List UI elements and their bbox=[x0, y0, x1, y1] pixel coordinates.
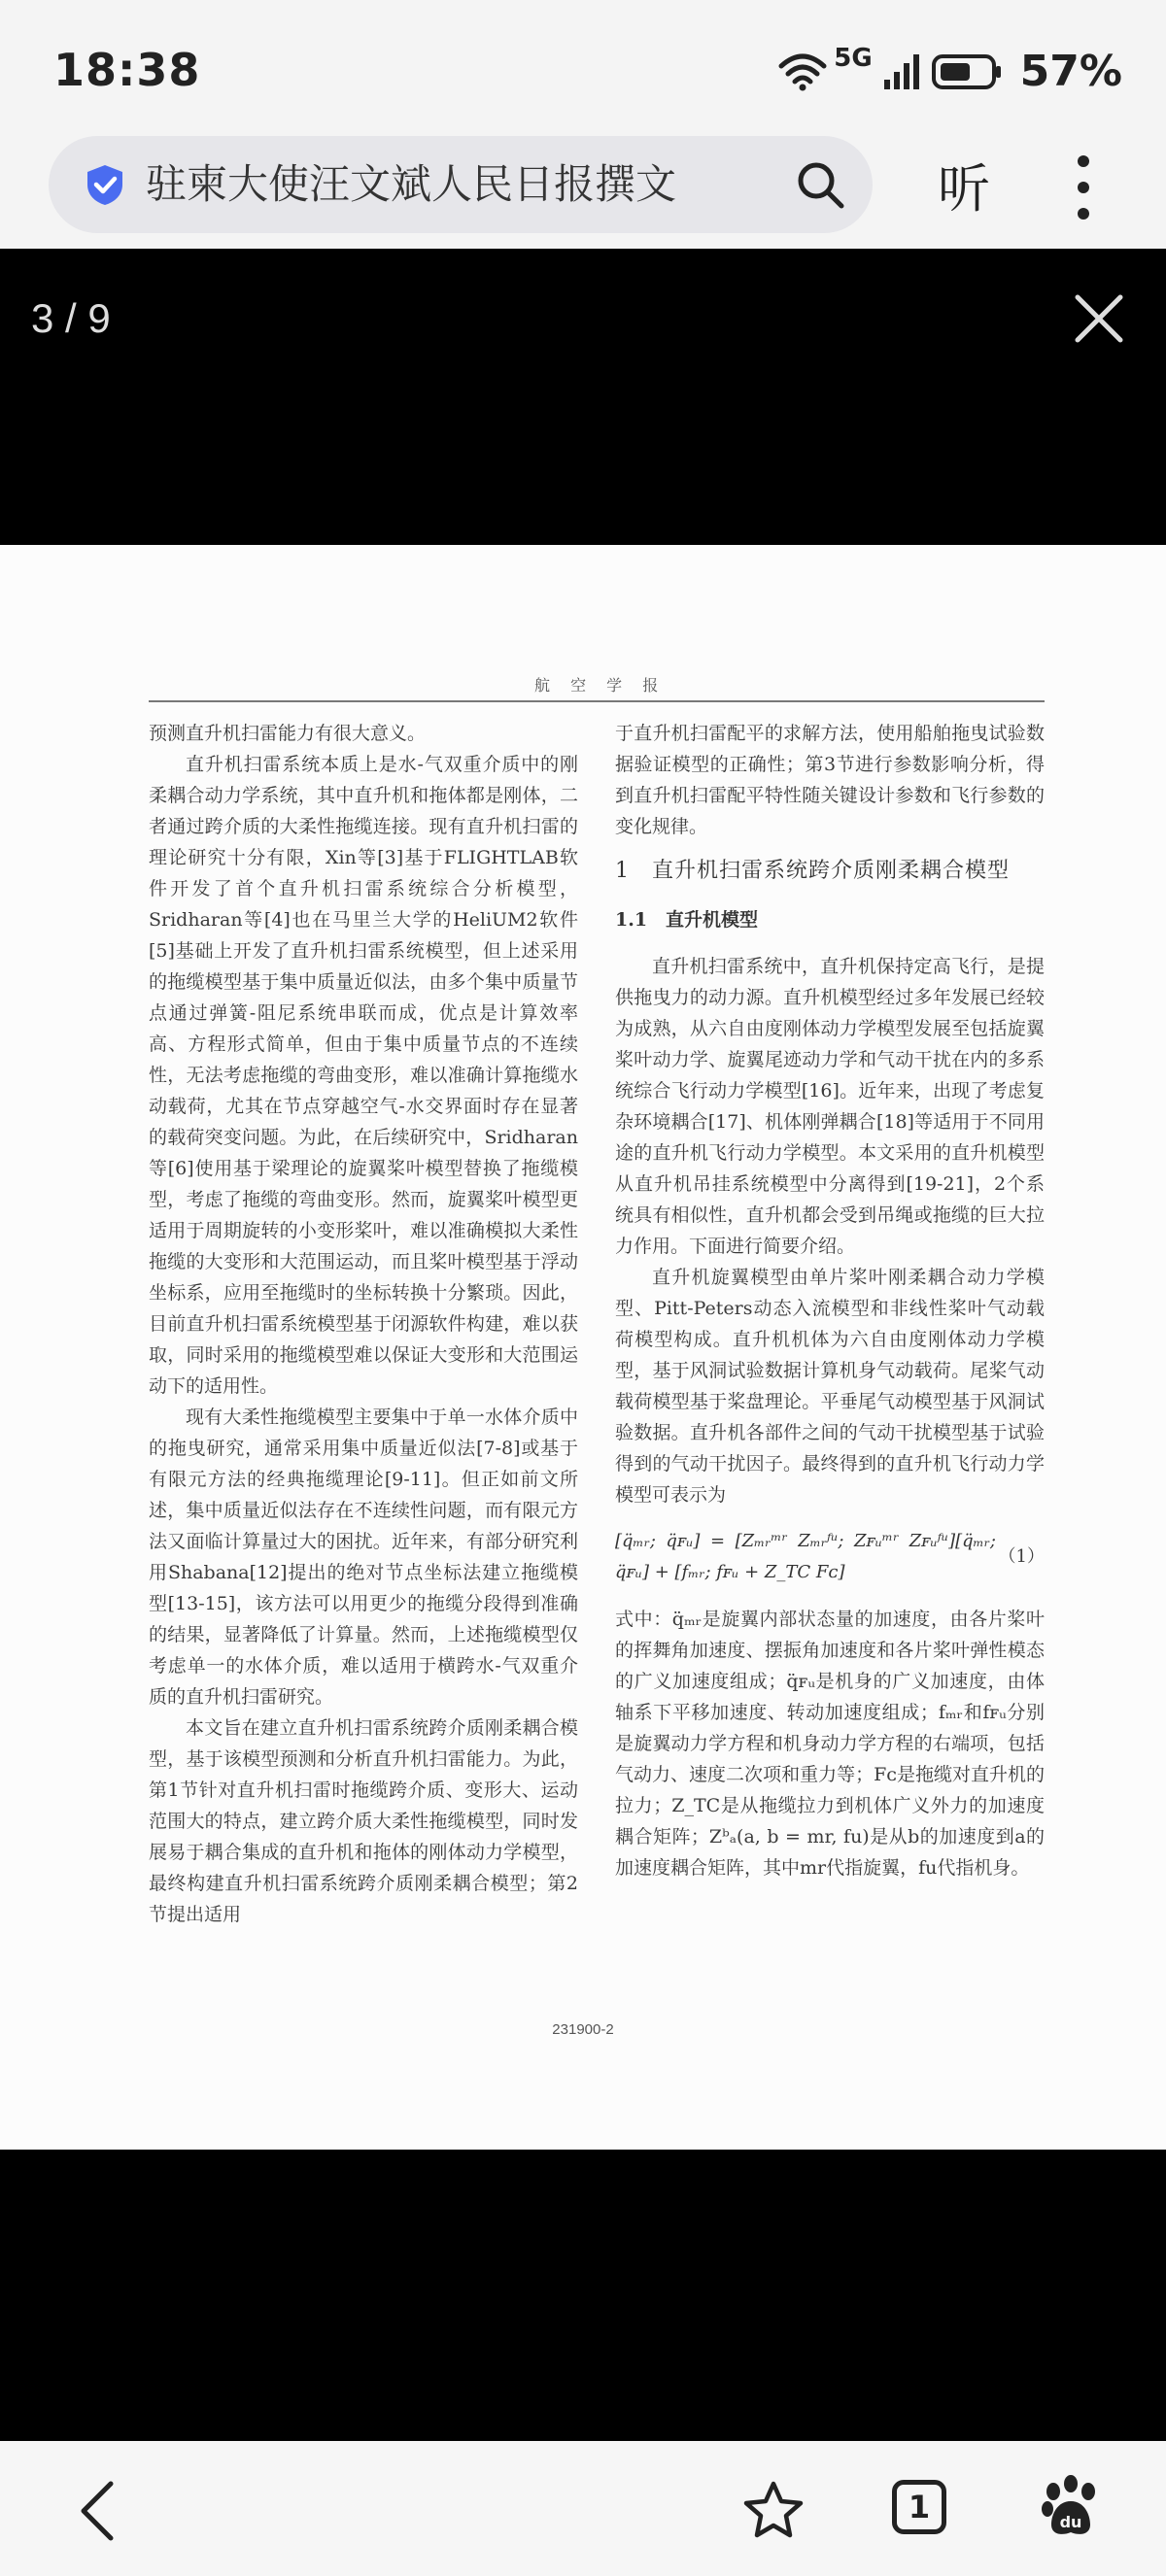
paragraph: 现有大柔性拖缆模型主要集中于单一水体介质中的拖曳研究，通常采用集中质量近似法[7-8]或基于有限元方法的经典拖缆理论[9-11]。但正如前文所述，集中质量近似法存在不连续性问题，而有限元方法又面临计算量过大的困扰。近年来，有部分研究利用Shabana[12]提出的绝对节点坐标法建立拖缆模型[13-15]，该方法可以用更少的拖缆分段得到准确的结果，显著降低了计算量。然而，上述拖缆模型仅考虑单一的水体介质，难以适用于横跨水-气双重介质的直升机扫雷研究。 bbox=[149, 1407, 578, 1708]
paragraph: 直升机扫雷系统本质上是水-气双重介质中的刚柔耦合动力学系统，其中直升机和拖体都是刚体，二者通过跨介质的大柔性拖缆连接。现有直升机扫雷的理论研究十分有限，Xin等[3]基于FLIGHTLAB软件开发了首个直升机扫雷系统综合分析模型，Sridharan等[4]也在马里兰大学的HeliUM2软件[5]基础上开发了直升机扫雷系统模型，但上述采用的拖缆模型基于集中质量近似法，由多个集中质量节点通过弹簧-阻尼系统串联而成，优点是计算效率高、方程形式简单，但由于集中质量节点的不连续性，无法考虑拖缆的弯曲变形，难以准确计算拖缆水动载荷，尤其在节点穿越空气-水交界面时存在显著的载荷突变问题。为此，在后续研究中，Sridharan等[6]使用基于梁理论的旋翼桨叶模型替换了拖缆模型，考虑了拖缆的弯曲变形。然而，旋翼桨叶模型更适用于周期旋转的小变形桨叶，难以准确模拟大柔性拖缆的大变形和大范围运动，而且桨叶模型基于浮动坐标系，应用至拖缆时的坐标转换十分繁琐。因此，目前直升机扫雷系统模型基于闭源软件构建，难以获取，同时采用的拖缆模型难以保证大变形和大范围运动下的适用性。 bbox=[149, 754, 578, 1397]
equation-number: （1） bbox=[998, 1546, 1045, 1567]
listen-button[interactable]: 听 bbox=[938, 158, 990, 220]
subsection-heading: 1.1 直升机模型 bbox=[615, 909, 759, 931]
url-title[interactable]: 驻柬大使汪文斌人民日报撰文 bbox=[146, 160, 677, 208]
page-number: 231900-2 bbox=[552, 2021, 614, 2038]
address-bar[interactable] bbox=[49, 136, 873, 233]
paragraph: 式中：q̈ₘᵣ是旋翼内部状态量的加速度，由各片桨叶的挥舞角加速度、摆振角加速度和各片桨叶弹性模态的广义加速度组成；q̈ꜰᵤ是机身的广义加速度，由体轴系下平移加速度、转动加速度组成；fₘᵣ和fꜰᵤ分别是旋翼动力学方程和机身动力学方程的右端项，包括气动力、速度二次项和重力等；Fᴄ是拖缆对直升机的拉力；Z_TC是从拖缆拉力到机体广义外力的加速度耦合矩阵；Zᵇₐ(a, b = mr, fu)是从b的加速度到a的加速度耦合矩阵，其中mr代指旋翼，fu代指机身。 bbox=[615, 1609, 1045, 1879]
back-icon[interactable] bbox=[76, 2480, 119, 2542]
document-page[interactable] bbox=[0, 545, 1166, 2150]
paragraph: 直升机扫雷系统中，直升机保持定高飞行，是提供拖曳力的动力源。直升机模型经过多年发展已经较为成熟，从六自由度刚体动力学模型发展至包括旋翼桨叶动力学、旋翼尾迹动力学和气动干扰在内的多系统综合飞行动力学模型[16]。近年来，出现了考虑复杂环境耦合[17]、机体刚弹耦合[18]等适用于不同用途的直升机飞行动力学模型。本文采用的直升机模型从直升机吊挂系统模型中分离得到[19-21]，2个系统具有相似性，直升机都会受到吊绳或拖缆的巨大拉力作用。下面进行简要介绍。 bbox=[615, 956, 1045, 1257]
viewer-header bbox=[0, 249, 1166, 545]
viewer-footer bbox=[0, 2150, 1166, 2441]
tabs-button[interactable]: 1 bbox=[892, 2480, 946, 2534]
paragraph: 直升机旋翼模型由单片桨叶刚柔耦合动力学模型、Pitt-Peters动态入流模型和非线性桨叶气动载荷模型构成。直升机机体为六自由度刚体动力学模型，基于风洞试验数据计算机身气动载荷。尾桨气动载荷模型基于桨盘理论。平垂尾气动模型基于风洞试验数据。直升机各部件之间的气动干扰模型基于试验得到的气动干扰因子。最终得到的直升机飞行动力学模型可表示为 bbox=[615, 1267, 1045, 1506]
svg-text:du: du bbox=[1059, 2513, 1082, 2531]
more-vertical-icon[interactable] bbox=[1069, 153, 1098, 221]
equation bbox=[615, 1516, 1045, 1598]
signal-icon bbox=[882, 52, 921, 91]
paw-icon[interactable] bbox=[1040, 2474, 1102, 2538]
paragraph: 于直升机扫雷配平的求解方法，使用船舶拖曳试验数据验证模型的正确性；第3节进行参数影响分析，得到直升机扫雷配平特性随关键设计参数和飞行参数的变化规律。 bbox=[615, 723, 1045, 837]
network-type: 5G bbox=[834, 43, 873, 73]
status-bar bbox=[0, 0, 1166, 146]
star-icon[interactable] bbox=[742, 2480, 805, 2540]
battery-percent: 57% bbox=[1019, 47, 1122, 96]
header-rule bbox=[149, 700, 1045, 702]
paragraph: 本文旨在建立直升机扫雷系统跨介质刚柔耦合模型，基于该模型预测和分析直升机扫雷能力。为此，第1节针对直升机扫雷时拖缆跨介质、变形大、运动范围大的特点，建立跨介质大柔性拖缆模型，同时发展易于耦合集成的直升机和拖体的刚体动力学模型，最终构建直升机扫雷系统跨介质刚柔耦合模型；第2节提出适用 bbox=[149, 1717, 578, 1925]
shield-check-icon bbox=[84, 163, 126, 206]
wifi-icon bbox=[777, 52, 828, 91]
search-icon[interactable] bbox=[795, 159, 845, 210]
right-column bbox=[615, 718, 1045, 1883]
section-heading: 1 直升机扫雷系统跨介质刚柔耦合模型 bbox=[615, 859, 1010, 883]
battery-icon bbox=[931, 52, 1003, 91]
clock: 18:38 bbox=[53, 44, 201, 96]
close-icon[interactable] bbox=[1074, 293, 1124, 344]
journal-title: 航 空 学 报 bbox=[534, 676, 667, 695]
paragraph: 预测直升机扫雷能力有很大意义。 bbox=[149, 723, 427, 744]
left-column bbox=[149, 718, 578, 1930]
bottom-nav bbox=[0, 2441, 1166, 2576]
status-icons bbox=[777, 43, 1122, 96]
page-counter: 3 / 9 bbox=[31, 295, 111, 341]
equation-body: [q̈ₘᵣ; q̈ꜰᵤ] = [Zₘᵣᵐʳ Zₘᵣᶠᵘ; Zꜰᵤᵐʳ Zꜰᵤᶠᵘ][q̈ₘᵣ; q̈ꜰᵤ] + [fₘᵣ; fꜰᵤ + Z_TC Fᴄ] bbox=[615, 1531, 996, 1582]
